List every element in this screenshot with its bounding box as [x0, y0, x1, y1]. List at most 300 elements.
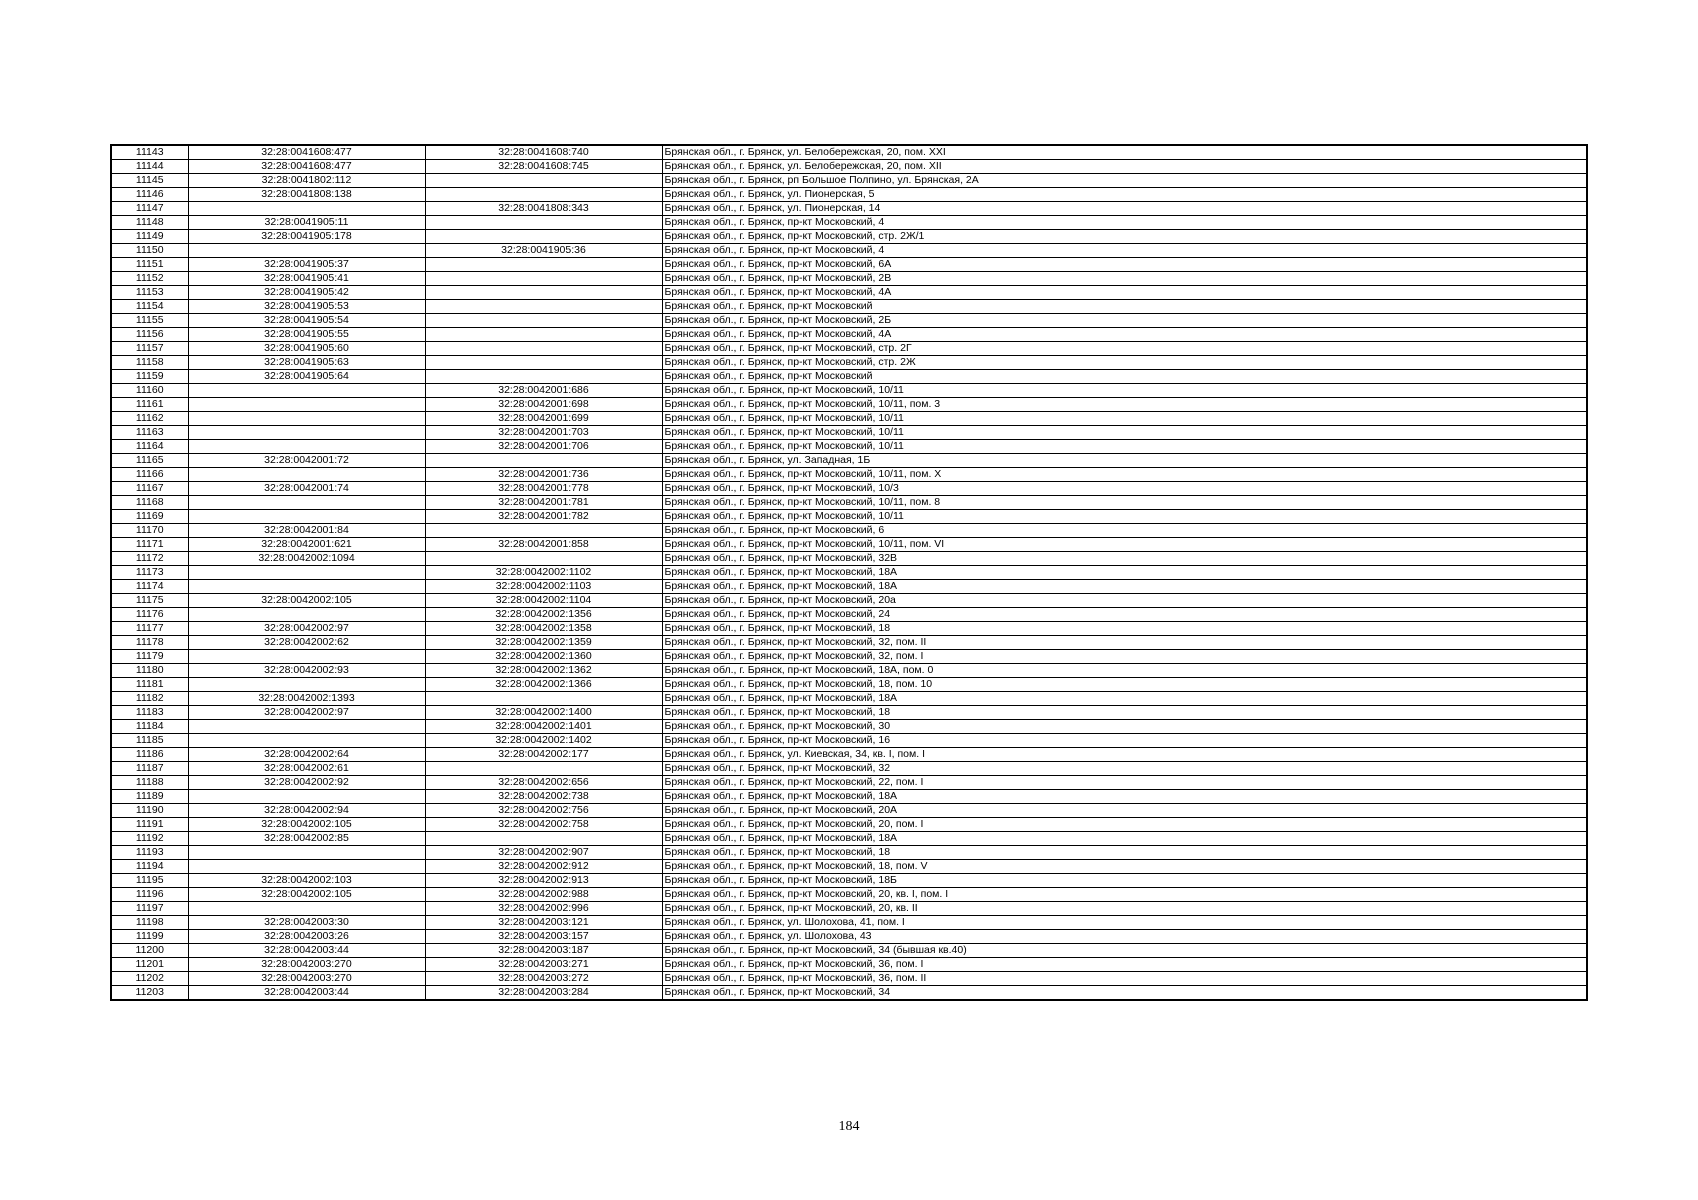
- page-number: 184: [838, 1119, 860, 1134]
- land-cadastral-cell: 32:28:0042002:105: [188, 818, 425, 832]
- row-number-cell: 11143: [111, 145, 188, 160]
- land-cadastral-cell: [188, 412, 425, 426]
- table-row: [111, 314, 1587, 328]
- row-number-cell: 11197: [111, 902, 188, 916]
- table-row: [111, 496, 1587, 510]
- row-number-cell: 11151: [111, 258, 188, 272]
- address-cell: Брянская обл., г. Брянск, пр-кт Московский, 20, кв. II: [662, 902, 1587, 916]
- address-cell: Брянская обл., г. Брянск, пр-кт Московский, 18, пом. 10: [662, 678, 1587, 692]
- table-row: [111, 622, 1587, 636]
- table-row: [111, 790, 1587, 804]
- building-cadastral-cell: [425, 454, 662, 468]
- address-cell: Брянская обл., г. Брянск, пр-кт Московский, 34 (бывшая кв.40): [662, 944, 1587, 958]
- registry-table: [110, 144, 1588, 1001]
- land-cadastral-cell: [188, 468, 425, 482]
- building-cadastral-cell: [425, 174, 662, 188]
- row-number-cell: 11173: [111, 566, 188, 580]
- row-number-cell: 11190: [111, 804, 188, 818]
- address-cell: Брянская обл., г. Брянск, пр-кт Московский, 18: [662, 846, 1587, 860]
- row-number-cell: 11153: [111, 286, 188, 300]
- land-cadastral-cell: [188, 902, 425, 916]
- row-number-cell: 11163: [111, 426, 188, 440]
- row-number-cell: 11174: [111, 580, 188, 594]
- table-row: [111, 664, 1587, 678]
- row-number-cell: 11171: [111, 538, 188, 552]
- address-cell: Брянская обл., г. Брянск, пр-кт Московский, 20, пом. I: [662, 818, 1587, 832]
- row-number-cell: 11192: [111, 832, 188, 846]
- address-cell: Брянская обл., г. Брянск, пр-кт Московский, 18Б: [662, 874, 1587, 888]
- address-cell: Брянская обл., г. Брянск, пр-кт Московский, 18: [662, 622, 1587, 636]
- address-cell: Брянская обл., г. Брянск, пр-кт Московский, 20, кв. I, пом. I: [662, 888, 1587, 902]
- address-cell: Брянская обл., г. Брянск, пр-кт Московский, 10/11: [662, 510, 1587, 524]
- address-cell: Брянская обл., г. Брянск, ул. Шолохова, 41, пом. I: [662, 916, 1587, 930]
- land-cadastral-cell: 32:28:0042001:72: [188, 454, 425, 468]
- building-cadastral-cell: 32:28:0042003:187: [425, 944, 662, 958]
- address-cell: Брянская обл., г. Брянск, ул. Пионерская, 14: [662, 202, 1587, 216]
- row-number-cell: 11147: [111, 202, 188, 216]
- address-cell: Брянская обл., г. Брянск, пр-кт Московский, 18А: [662, 832, 1587, 846]
- land-cadastral-cell: [188, 580, 425, 594]
- row-number-cell: 11183: [111, 706, 188, 720]
- table-row: [111, 370, 1587, 384]
- table-row: [111, 258, 1587, 272]
- table-row: [111, 986, 1587, 1001]
- building-cadastral-cell: [425, 370, 662, 384]
- row-number-cell: 11150: [111, 244, 188, 258]
- address-cell: Брянская обл., г. Брянск, ул. Западная, 1Б: [662, 454, 1587, 468]
- address-cell: Брянская обл., г. Брянск, ул. Шолохова, 43: [662, 930, 1587, 944]
- row-number-cell: 11202: [111, 972, 188, 986]
- building-cadastral-cell: [425, 552, 662, 566]
- row-number-cell: 11184: [111, 720, 188, 734]
- address-cell: Брянская обл., г. Брянск, пр-кт Московский, 18А: [662, 790, 1587, 804]
- row-number-cell: 11196: [111, 888, 188, 902]
- row-number-cell: 11157: [111, 342, 188, 356]
- address-cell: Брянская обл., г. Брянск, пр-кт Московский, 20А: [662, 804, 1587, 818]
- land-cadastral-cell: [188, 790, 425, 804]
- address-cell: Брянская обл., г. Брянск, пр-кт Московский, 10/11, пом. 8: [662, 496, 1587, 510]
- table-row: [111, 342, 1587, 356]
- table-row: [111, 524, 1587, 538]
- table-row: [111, 216, 1587, 230]
- land-cadastral-cell: 32:28:0041608:477: [188, 160, 425, 174]
- land-cadastral-cell: 32:28:0042002:62: [188, 636, 425, 650]
- table-row: [111, 888, 1587, 902]
- address-cell: Брянская обл., г. Брянск, пр-кт Московский, 30: [662, 720, 1587, 734]
- land-cadastral-cell: 32:28:0041802:112: [188, 174, 425, 188]
- building-cadastral-cell: 32:28:0042002:1359: [425, 636, 662, 650]
- row-number-cell: 11167: [111, 482, 188, 496]
- building-cadastral-cell: 32:28:0042002:1102: [425, 566, 662, 580]
- building-cadastral-cell: 32:28:0042002:996: [425, 902, 662, 916]
- row-number-cell: 11164: [111, 440, 188, 454]
- table-row: [111, 608, 1587, 622]
- building-cadastral-cell: [425, 314, 662, 328]
- table-row: [111, 454, 1587, 468]
- building-cadastral-cell: 32:28:0042001:703: [425, 426, 662, 440]
- address-cell: Брянская обл., г. Брянск, пр-кт Московский, 10/11: [662, 384, 1587, 398]
- address-cell: Брянская обл., г. Брянск, пр-кт Московский, 10/11: [662, 426, 1587, 440]
- building-cadastral-cell: 32:28:0042001:699: [425, 412, 662, 426]
- table-row: [111, 594, 1587, 608]
- land-cadastral-cell: 32:28:0042002:92: [188, 776, 425, 790]
- building-cadastral-cell: 32:28:0041608:745: [425, 160, 662, 174]
- table-row: [111, 328, 1587, 342]
- building-cadastral-cell: 32:28:0042002:907: [425, 846, 662, 860]
- land-cadastral-cell: 32:28:0041905:54: [188, 314, 425, 328]
- building-cadastral-cell: 32:28:0042001:736: [425, 468, 662, 482]
- table-row: [111, 748, 1587, 762]
- building-cadastral-cell: 32:28:0042002:1400: [425, 706, 662, 720]
- table-row: [111, 832, 1587, 846]
- building-cadastral-cell: 32:28:0042002:1360: [425, 650, 662, 664]
- land-cadastral-cell: 32:28:0041905:41: [188, 272, 425, 286]
- row-number-cell: 11169: [111, 510, 188, 524]
- table-row: [111, 145, 1587, 160]
- address-cell: Брянская обл., г. Брянск, пр-кт Московский, 34: [662, 986, 1587, 1001]
- table-row: [111, 916, 1587, 930]
- land-cadastral-cell: 32:28:0041608:477: [188, 145, 425, 160]
- land-cadastral-cell: 32:28:0042003:270: [188, 958, 425, 972]
- address-cell: Брянская обл., г. Брянск, пр-кт Московский, 32, пом. II: [662, 636, 1587, 650]
- land-cadastral-cell: 32:28:0042003:44: [188, 944, 425, 958]
- address-cell: Брянская обл., г. Брянск, пр-кт Московский, 16: [662, 734, 1587, 748]
- table-row: [111, 230, 1587, 244]
- land-cadastral-cell: [188, 202, 425, 216]
- row-number-cell: 11159: [111, 370, 188, 384]
- building-cadastral-cell: 32:28:0042002:1402: [425, 734, 662, 748]
- building-cadastral-cell: 32:28:0042001:706: [425, 440, 662, 454]
- table-row: [111, 580, 1587, 594]
- row-number-cell: 11178: [111, 636, 188, 650]
- address-cell: Брянская обл., г. Брянск, пр-кт Московский, 6А: [662, 258, 1587, 272]
- land-cadastral-cell: [188, 678, 425, 692]
- row-number-cell: 11200: [111, 944, 188, 958]
- table-row: [111, 384, 1587, 398]
- table-row: [111, 846, 1587, 860]
- row-number-cell: 11181: [111, 678, 188, 692]
- address-cell: Брянская обл., г. Брянск, пр-кт Московский, 10/11: [662, 412, 1587, 426]
- row-number-cell: 11203: [111, 986, 188, 1001]
- building-cadastral-cell: 32:28:0042003:271: [425, 958, 662, 972]
- address-cell: Брянская обл., г. Брянск, пр-кт Московский, 32, пом. I: [662, 650, 1587, 664]
- building-cadastral-cell: [425, 692, 662, 706]
- table-row: [111, 202, 1587, 216]
- address-cell: Брянская обл., г. Брянск, пр-кт Московский, 10/11, пом. VI: [662, 538, 1587, 552]
- row-number-cell: 11148: [111, 216, 188, 230]
- address-cell: Брянская обл., г. Брянск, пр-кт Московский, 6: [662, 524, 1587, 538]
- land-cadastral-cell: 32:28:0041905:42: [188, 286, 425, 300]
- table-row: [111, 818, 1587, 832]
- land-cadastral-cell: 32:28:0042002:93: [188, 664, 425, 678]
- building-cadastral-cell: 32:28:0042002:756: [425, 804, 662, 818]
- address-cell: Брянская обл., г. Брянск, пр-кт Московский, 32В: [662, 552, 1587, 566]
- address-cell: Брянская обл., г. Брянск, пр-кт Московский, 18А: [662, 566, 1587, 580]
- row-number-cell: 11165: [111, 454, 188, 468]
- building-cadastral-cell: 32:28:0042002:1362: [425, 664, 662, 678]
- land-cadastral-cell: [188, 566, 425, 580]
- land-cadastral-cell: 32:28:0041905:53: [188, 300, 425, 314]
- building-cadastral-cell: [425, 300, 662, 314]
- land-cadastral-cell: 32:28:0042002:61: [188, 762, 425, 776]
- land-cadastral-cell: 32:28:0042002:1393: [188, 692, 425, 706]
- building-cadastral-cell: [425, 286, 662, 300]
- address-cell: Брянская обл., г. Брянск, пр-кт Московский, 22, пом. I: [662, 776, 1587, 790]
- address-cell: Брянская обл., г. Брянск, рп Большое Полпино, ул. Брянская, 2А: [662, 174, 1587, 188]
- row-number-cell: 11194: [111, 860, 188, 874]
- land-cadastral-cell: 32:28:0042001:84: [188, 524, 425, 538]
- table-row: [111, 482, 1587, 496]
- table-row: [111, 776, 1587, 790]
- land-cadastral-cell: [188, 608, 425, 622]
- table-row: [111, 930, 1587, 944]
- row-number-cell: 11189: [111, 790, 188, 804]
- table-row: [111, 636, 1587, 650]
- table-row: [111, 188, 1587, 202]
- table-row: [111, 902, 1587, 916]
- land-cadastral-cell: 32:28:0041905:11: [188, 216, 425, 230]
- table-row: [111, 356, 1587, 370]
- row-number-cell: 11193: [111, 846, 188, 860]
- building-cadastral-cell: 32:28:0042001:781: [425, 496, 662, 510]
- table-row: [111, 650, 1587, 664]
- table-row: [111, 160, 1587, 174]
- address-cell: Брянская обл., г. Брянск, пр-кт Московский, 10/11, пом. 3: [662, 398, 1587, 412]
- row-number-cell: 11162: [111, 412, 188, 426]
- row-number-cell: 11145: [111, 174, 188, 188]
- table-row: [111, 286, 1587, 300]
- row-number-cell: 11156: [111, 328, 188, 342]
- table-row: [111, 678, 1587, 692]
- table-row: [111, 468, 1587, 482]
- address-cell: Брянская обл., г. Брянск, пр-кт Московский, 18А: [662, 692, 1587, 706]
- address-cell: Брянская обл., г. Брянск, пр-кт Московский, 36, пом. II: [662, 972, 1587, 986]
- land-cadastral-cell: 32:28:0041905:55: [188, 328, 425, 342]
- land-cadastral-cell: [188, 398, 425, 412]
- land-cadastral-cell: 32:28:0042002:97: [188, 706, 425, 720]
- row-number-cell: 11172: [111, 552, 188, 566]
- address-cell: Брянская обл., г. Брянск, пр-кт Московский, 18А, пом. 0: [662, 664, 1587, 678]
- table-row: [111, 510, 1587, 524]
- table-row: [111, 398, 1587, 412]
- building-cadastral-cell: 32:28:0042002:1103: [425, 580, 662, 594]
- row-number-cell: 11166: [111, 468, 188, 482]
- building-cadastral-cell: 32:28:0041905:36: [425, 244, 662, 258]
- table-row: [111, 972, 1587, 986]
- building-cadastral-cell: 32:28:0042002:177: [425, 748, 662, 762]
- land-cadastral-cell: [188, 720, 425, 734]
- row-number-cell: 11146: [111, 188, 188, 202]
- table-row: [111, 244, 1587, 258]
- address-cell: Брянская обл., г. Брянск, пр-кт Московский, 18, пом. V: [662, 860, 1587, 874]
- row-number-cell: 11188: [111, 776, 188, 790]
- land-cadastral-cell: 32:28:0042003:26: [188, 930, 425, 944]
- row-number-cell: 11149: [111, 230, 188, 244]
- building-cadastral-cell: [425, 356, 662, 370]
- address-cell: Брянская обл., г. Брянск, пр-кт Московский, 24: [662, 608, 1587, 622]
- table-row: [111, 440, 1587, 454]
- land-cadastral-cell: 32:28:0041905:60: [188, 342, 425, 356]
- land-cadastral-cell: 32:28:0041905:178: [188, 230, 425, 244]
- row-number-cell: 11175: [111, 594, 188, 608]
- building-cadastral-cell: [425, 272, 662, 286]
- address-cell: Брянская обл., г. Брянск, пр-кт Московский, 20а: [662, 594, 1587, 608]
- land-cadastral-cell: 32:28:0042001:74: [188, 482, 425, 496]
- address-cell: Брянская обл., г. Брянск, пр-кт Московский, 10/11: [662, 440, 1587, 454]
- row-number-cell: 11155: [111, 314, 188, 328]
- building-cadastral-cell: 32:28:0042002:1366: [425, 678, 662, 692]
- table-row: [111, 944, 1587, 958]
- land-cadastral-cell: 32:28:0042002:94: [188, 804, 425, 818]
- land-cadastral-cell: 32:28:0042002:105: [188, 888, 425, 902]
- table-row: [111, 958, 1587, 972]
- address-cell: Брянская обл., г. Брянск, пр-кт Московский, стр. 2Ж/1: [662, 230, 1587, 244]
- building-cadastral-cell: 32:28:0042003:284: [425, 986, 662, 1001]
- building-cadastral-cell: [425, 188, 662, 202]
- row-number-cell: 11161: [111, 398, 188, 412]
- address-cell: Брянская обл., г. Брянск, ул. Пионерская, 5: [662, 188, 1587, 202]
- building-cadastral-cell: 32:28:0042003:121: [425, 916, 662, 930]
- building-cadastral-cell: [425, 216, 662, 230]
- building-cadastral-cell: 32:28:0042001:778: [425, 482, 662, 496]
- building-cadastral-cell: 32:28:0042001:782: [425, 510, 662, 524]
- table-row: [111, 300, 1587, 314]
- row-number-cell: 11199: [111, 930, 188, 944]
- building-cadastral-cell: 32:28:0042002:738: [425, 790, 662, 804]
- building-cadastral-cell: [425, 230, 662, 244]
- building-cadastral-cell: [425, 258, 662, 272]
- address-cell: Брянская обл., г. Брянск, пр-кт Московский, 10/3: [662, 482, 1587, 496]
- address-cell: Брянская обл., г. Брянск, пр-кт Московский, стр. 2Ж: [662, 356, 1587, 370]
- land-cadastral-cell: [188, 650, 425, 664]
- building-cadastral-cell: 32:28:0042003:272: [425, 972, 662, 986]
- row-number-cell: 11177: [111, 622, 188, 636]
- building-cadastral-cell: 32:28:0042002:1401: [425, 720, 662, 734]
- address-cell: Брянская обл., г. Брянск, пр-кт Московский, 18: [662, 706, 1587, 720]
- address-cell: Брянская обл., г. Брянск, пр-кт Московский: [662, 300, 1587, 314]
- row-number-cell: 11158: [111, 356, 188, 370]
- address-cell: Брянская обл., г. Брянск, пр-кт Московский, 2Б: [662, 314, 1587, 328]
- land-cadastral-cell: [188, 510, 425, 524]
- building-cadastral-cell: 32:28:0042002:988: [425, 888, 662, 902]
- building-cadastral-cell: [425, 762, 662, 776]
- land-cadastral-cell: [188, 496, 425, 510]
- land-cadastral-cell: 32:28:0042002:103: [188, 874, 425, 888]
- row-number-cell: 11160: [111, 384, 188, 398]
- building-cadastral-cell: [425, 524, 662, 538]
- building-cadastral-cell: 32:28:0042002:656: [425, 776, 662, 790]
- land-cadastral-cell: [188, 440, 425, 454]
- address-cell: Брянская обл., г. Брянск, пр-кт Московский, 4: [662, 216, 1587, 230]
- row-number-cell: 11152: [111, 272, 188, 286]
- address-cell: Брянская обл., г. Брянск, пр-кт Московский, 4: [662, 244, 1587, 258]
- table-row: [111, 874, 1587, 888]
- address-cell: Брянская обл., г. Брянск, пр-кт Московский: [662, 370, 1587, 384]
- building-cadastral-cell: 32:28:0042002:912: [425, 860, 662, 874]
- row-number-cell: 11170: [111, 524, 188, 538]
- row-number-cell: 11201: [111, 958, 188, 972]
- address-cell: Брянская обл., г. Брянск, пр-кт Московский, стр. 2Г: [662, 342, 1587, 356]
- row-number-cell: 11191: [111, 818, 188, 832]
- table-row: [111, 566, 1587, 580]
- building-cadastral-cell: 32:28:0042002:758: [425, 818, 662, 832]
- building-cadastral-cell: 32:28:0042001:858: [425, 538, 662, 552]
- land-cadastral-cell: 32:28:0042001:621: [188, 538, 425, 552]
- row-number-cell: 11182: [111, 692, 188, 706]
- row-number-cell: 11187: [111, 762, 188, 776]
- row-number-cell: 11179: [111, 650, 188, 664]
- table-row: [111, 426, 1587, 440]
- land-cadastral-cell: [188, 384, 425, 398]
- land-cadastral-cell: 32:28:0042003:44: [188, 986, 425, 1001]
- land-cadastral-cell: 32:28:0042002:105: [188, 594, 425, 608]
- table-row: [111, 174, 1587, 188]
- row-number-cell: 11186: [111, 748, 188, 762]
- table-row: [111, 734, 1587, 748]
- row-number-cell: 11198: [111, 916, 188, 930]
- land-cadastral-cell: 32:28:0042002:1094: [188, 552, 425, 566]
- table-row: [111, 538, 1587, 552]
- building-cadastral-cell: 32:28:0042002:1356: [425, 608, 662, 622]
- row-number-cell: 11154: [111, 300, 188, 314]
- address-cell: Брянская обл., г. Брянск, пр-кт Московский, 18А: [662, 580, 1587, 594]
- table-row: [111, 552, 1587, 566]
- land-cadastral-cell: [188, 734, 425, 748]
- row-number-cell: 11185: [111, 734, 188, 748]
- table-row: [111, 692, 1587, 706]
- land-cadastral-cell: 32:28:0042002:85: [188, 832, 425, 846]
- land-cadastral-cell: 32:28:0042002:97: [188, 622, 425, 636]
- land-cadastral-cell: 32:28:0042003:30: [188, 916, 425, 930]
- address-cell: Брянская обл., г. Брянск, ул. Белобережская, 20, пом. XII: [662, 160, 1587, 174]
- table-row: [111, 706, 1587, 720]
- land-cadastral-cell: [188, 846, 425, 860]
- row-number-cell: 11176: [111, 608, 188, 622]
- address-cell: Брянская обл., г. Брянск, пр-кт Московский, 2В: [662, 272, 1587, 286]
- land-cadastral-cell: [188, 244, 425, 258]
- building-cadastral-cell: 32:28:0041808:343: [425, 202, 662, 216]
- land-cadastral-cell: 32:28:0042002:64: [188, 748, 425, 762]
- address-cell: Брянская обл., г. Брянск, пр-кт Московский, 32: [662, 762, 1587, 776]
- address-cell: Брянская обл., г. Брянск, ул. Киевская, 34, кв. I, пом. I: [662, 748, 1587, 762]
- building-cadastral-cell: 32:28:0041608:740: [425, 145, 662, 160]
- land-cadastral-cell: 32:28:0041905:64: [188, 370, 425, 384]
- land-cadastral-cell: [188, 426, 425, 440]
- table-row: [111, 804, 1587, 818]
- table-row: [111, 860, 1587, 874]
- table-row: [111, 412, 1587, 426]
- building-cadastral-cell: [425, 328, 662, 342]
- address-cell: Брянская обл., г. Брянск, ул. Белобережская, 20, пом. XXI: [662, 145, 1587, 160]
- land-cadastral-cell: 32:28:0041905:37: [188, 258, 425, 272]
- building-cadastral-cell: 32:28:0042002:1104: [425, 594, 662, 608]
- address-cell: Брянская обл., г. Брянск, пр-кт Московский, 4А: [662, 328, 1587, 342]
- table-body: [111, 145, 1587, 1000]
- row-number-cell: 11144: [111, 160, 188, 174]
- address-cell: Брянская обл., г. Брянск, пр-кт Московский, 4А: [662, 286, 1587, 300]
- building-cadastral-cell: 32:28:0042003:157: [425, 930, 662, 944]
- row-number-cell: 11195: [111, 874, 188, 888]
- table-row: [111, 762, 1587, 776]
- building-cadastral-cell: 32:28:0042002:1358: [425, 622, 662, 636]
- land-cadastral-cell: 32:28:0042003:270: [188, 972, 425, 986]
- row-number-cell: 11180: [111, 664, 188, 678]
- table-row: [111, 272, 1587, 286]
- building-cadastral-cell: [425, 832, 662, 846]
- row-number-cell: 11168: [111, 496, 188, 510]
- building-cadastral-cell: [425, 342, 662, 356]
- land-cadastral-cell: 32:28:0041808:138: [188, 188, 425, 202]
